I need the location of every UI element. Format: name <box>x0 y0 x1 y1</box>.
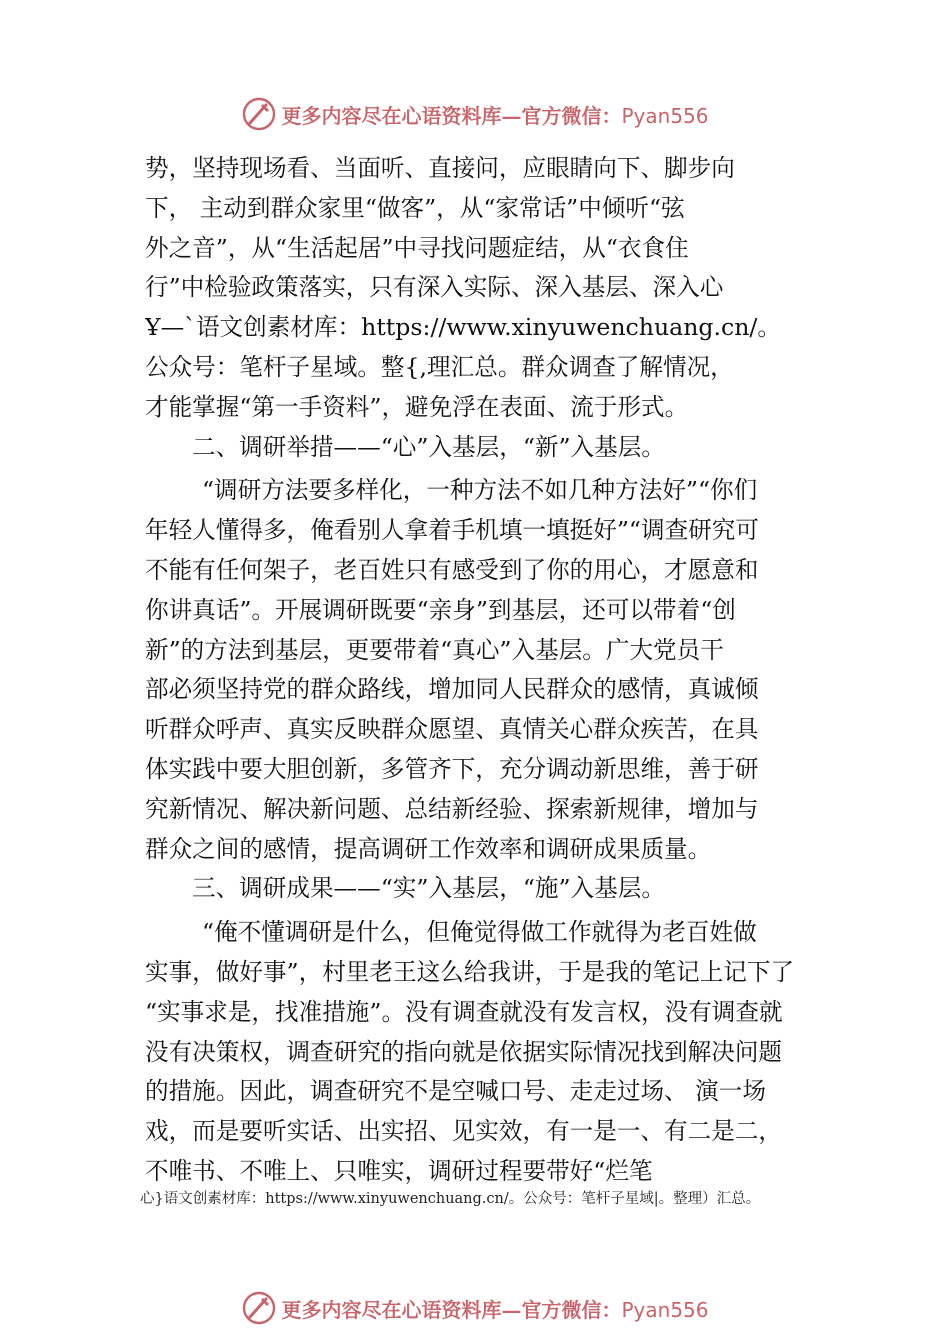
text-line: 究新情况、解决新问题、总结新经验、探索新规律，增加与 <box>145 794 759 823</box>
banner-title: 更多内容尽在心语资料库 <box>281 103 502 128</box>
banner-wechat-label: 官方微信： <box>521 103 622 128</box>
text-line: 行”中检验政策落实，只有深入实际、深入基层、深入心 <box>145 273 724 302</box>
text-line: 实事，做好事”，村里老王这么给我讲，于是我的笔记上记下了 <box>145 957 795 986</box>
section-heading: 二、调研举措——“心”入基层，“新”入基层。 <box>192 432 665 461</box>
text-line: 没有决策权，调查研究的指向就是依据实际情况找到解决问题 <box>145 1037 783 1066</box>
text-line: “俺不懂调研是什么，但俺觉得做工作就得为老百姓做 <box>202 918 757 947</box>
banner-wechat-id: Pyan556 <box>621 1297 709 1322</box>
text-line: 群众之间的感情，提高调研工作效率和调研成果质量。 <box>145 834 712 863</box>
banner-wechat-label: 官方微信： <box>521 1297 622 1322</box>
banner-separator: — <box>501 1297 522 1322</box>
header-banner <box>0 92 950 136</box>
text-line: 势，坚持现场看、当面听、直接问，应眼睛向下、脚步向 <box>145 154 735 182</box>
text-line: 年轻人懂得多，俺看别人拿着手机填一填挺好”“调查研究可 <box>145 516 759 545</box>
footnote: 心}语文创素材库：https://www.xinyuwenchuang.cn/。公众号：笔杆子星域|。整理）汇总。 <box>140 1191 761 1207</box>
text-line: 下， 主动到群众家里“做客”，从“家常话”中倾听“弦 <box>145 193 685 222</box>
text-line: 体实践中要大胆创新，多管齐下，充分调动新思维，善于研 <box>145 754 759 783</box>
banner-separator: — <box>501 103 522 128</box>
text-line: “实事求是，找准措施”。没有调查就没有发言权，没有调查就 <box>145 997 783 1026</box>
text-line: Ұ—`语文创素材库：https://www.xinyuwenchuang.cn/。 <box>145 313 781 342</box>
text-line: 才能掌握“第一手资料”，避免浮在表面、流于形式。 <box>145 392 689 421</box>
text-line: 的措施。因此，调查研究不是空喊口号、走走过场、 演一场 <box>145 1077 766 1106</box>
document-body <box>145 149 813 1192</box>
text-line: 外之音”，从“生活起居”中寻找问题症结，从“衣食住 <box>145 233 689 262</box>
text-line: 你讲真话”。开展调研既要“亲身”到基层，还可以带着“创 <box>145 595 736 624</box>
pen-logo-icon <box>241 96 277 132</box>
text-line: 不能有任何架子，老百姓只有感受到了你的用心，才愿意和 <box>145 555 759 584</box>
text-line: 不唯书、不唯上、只唯实，调研过程要带好“烂笔 <box>145 1156 653 1185</box>
footer-banner <box>0 1286 950 1330</box>
banner-title: 更多内容尽在心语资料库 <box>281 1297 502 1322</box>
text-line: “调研方法要多样化，一种方法不如几种方法好”“你们 <box>202 476 758 505</box>
pen-logo-icon <box>241 1290 277 1326</box>
text-line: 新”的方法到基层，更要带着“真心”入基层。广大党员干 <box>145 635 724 664</box>
text-line: 听群众呼声、真实反映群众愿望、真情关心群众疾苦，在具 <box>145 715 759 744</box>
banner-wechat-id: Pyan556 <box>621 103 709 128</box>
text-line: 戏，而是要听实话、出实招、见实效，有一是一、有二是二， <box>145 1117 783 1146</box>
text-line: 部必须坚持党的群众路线，增加同人民群众的感情，真诚倾 <box>145 675 759 704</box>
section-heading: 三、调研成果——“实”入基层，“施”入基层。 <box>192 874 665 903</box>
banner-text <box>281 1294 708 1323</box>
banner-text <box>281 100 708 129</box>
text-line: 公众号：笔杆子星域。整{,理汇总。群众调查了解情况， <box>145 352 734 381</box>
